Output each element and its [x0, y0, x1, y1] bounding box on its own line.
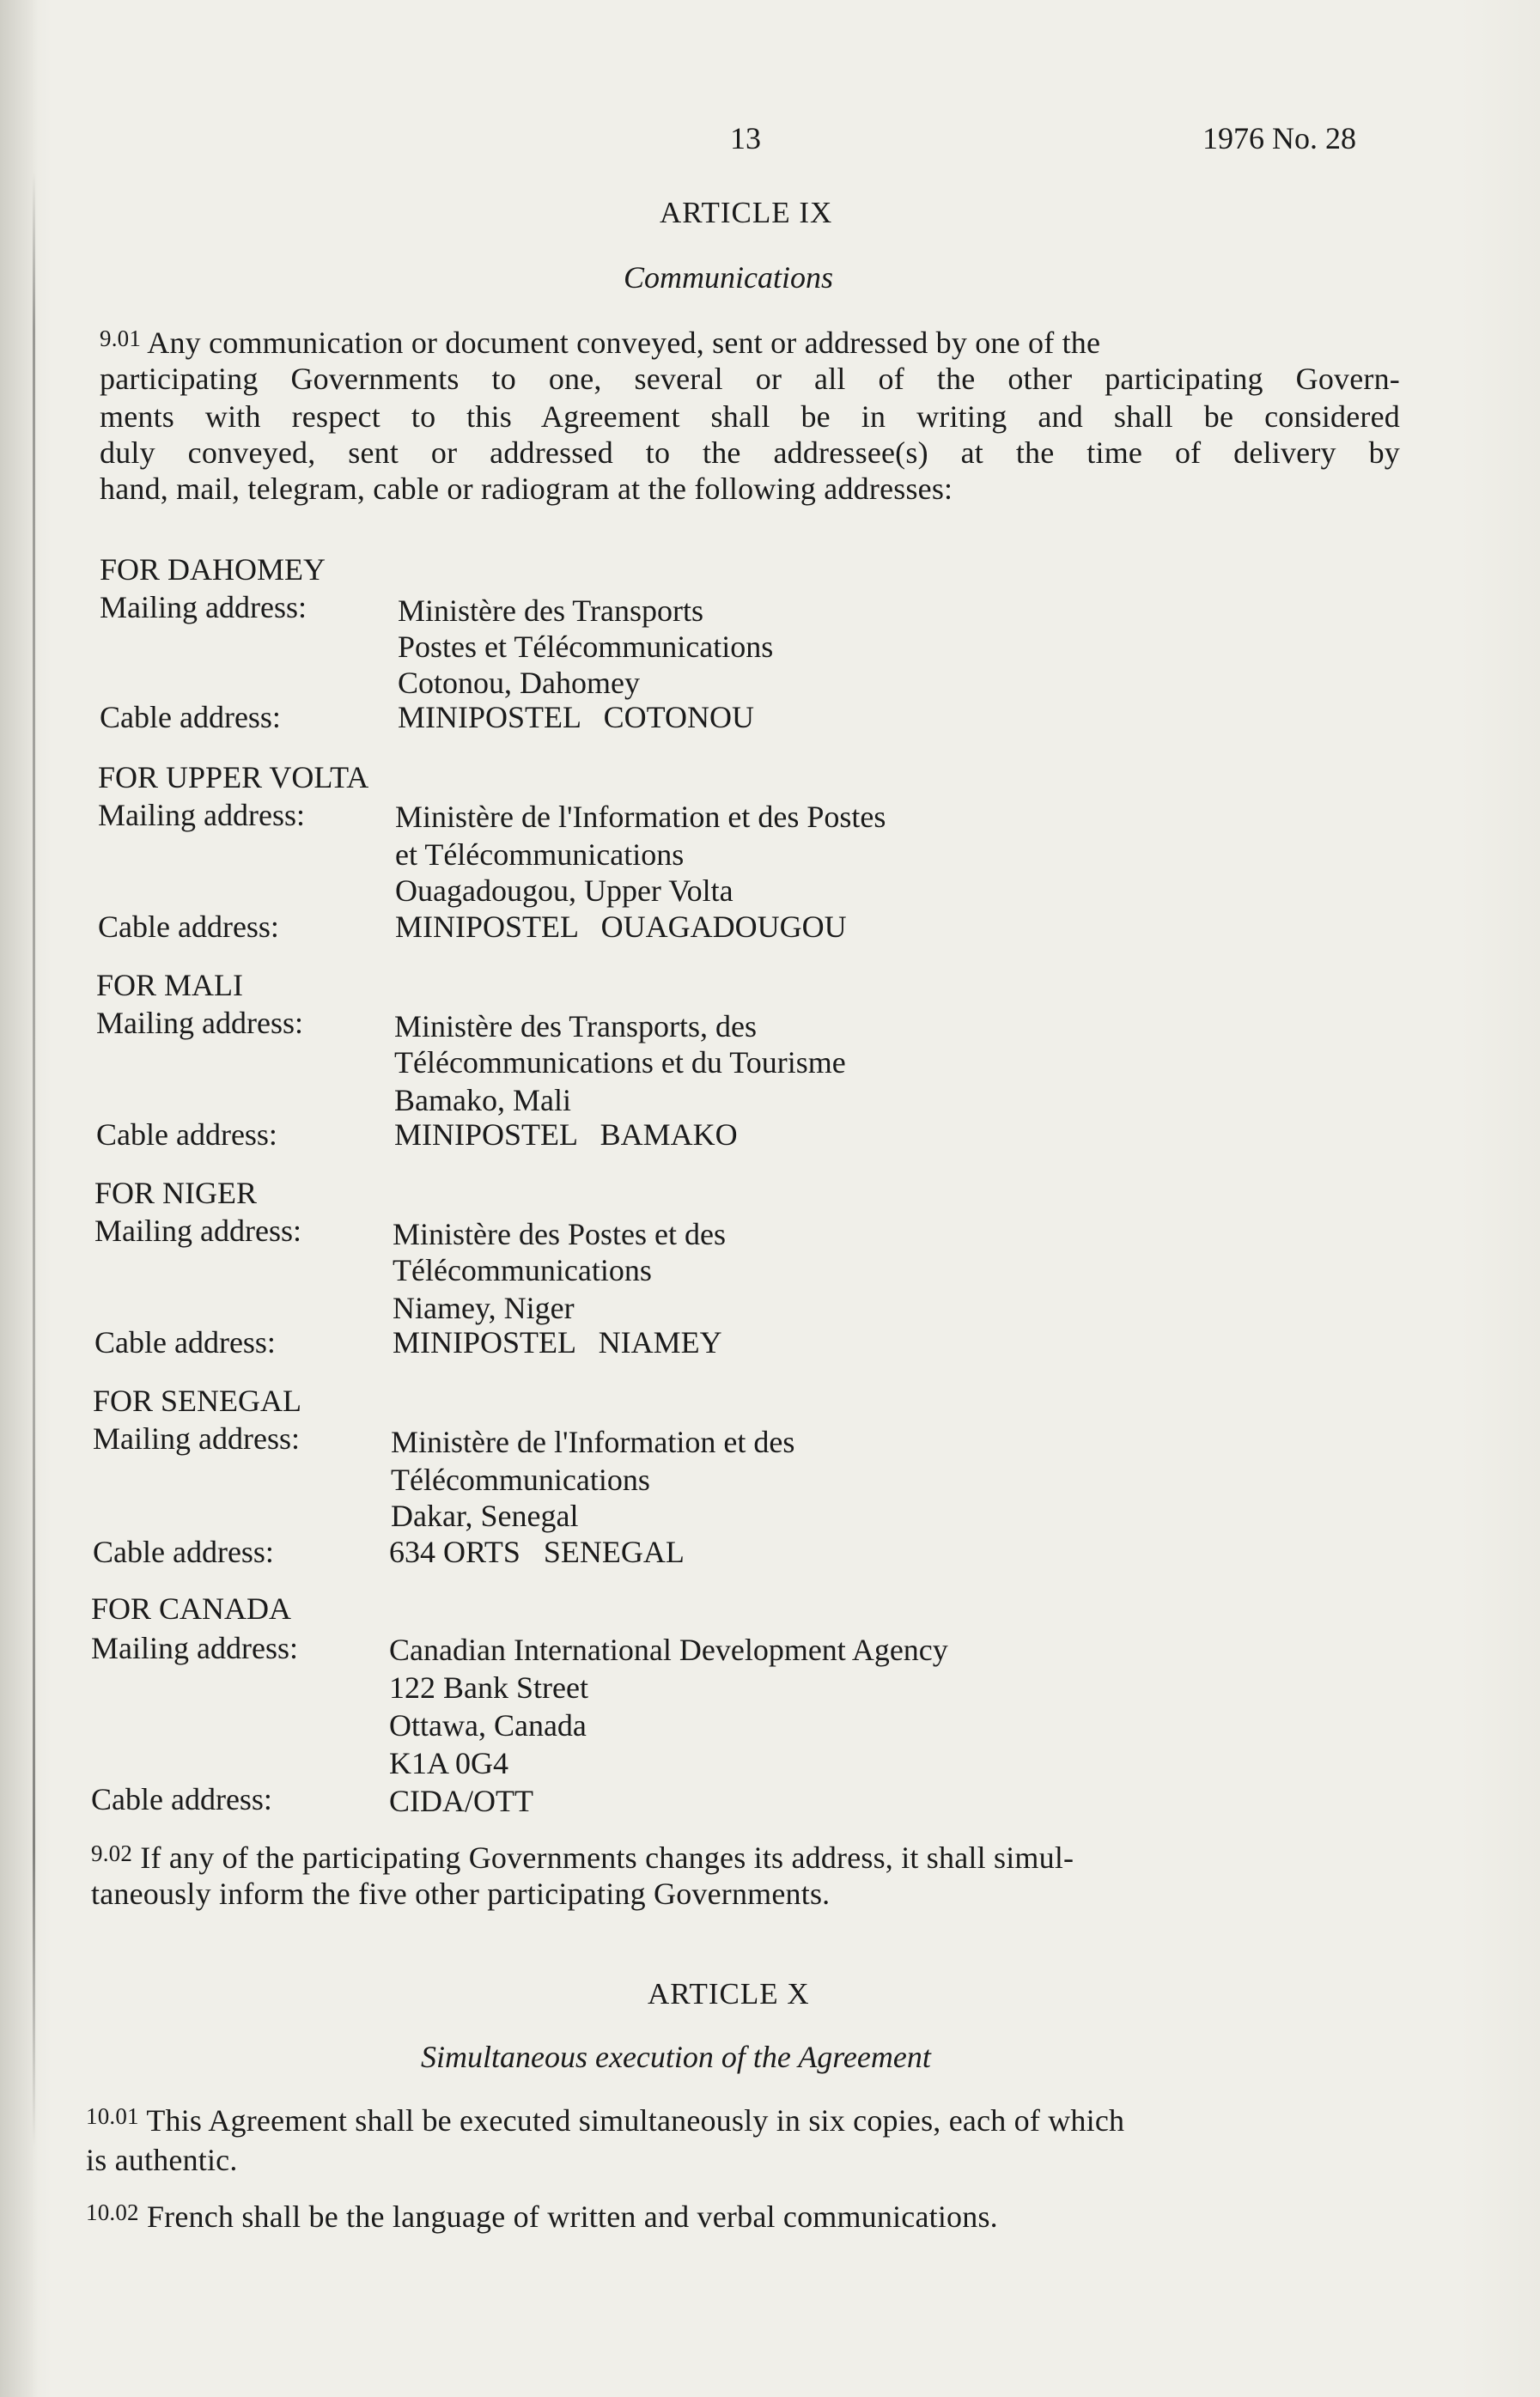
cable-value-dahomey: MINIPOSTEL COTONOU [398, 700, 755, 734]
cable-label-upper-volta: Cable address: [98, 910, 279, 944]
mailing-line-canada-4: K1A 0G4 [389, 1746, 509, 1780]
cable-value-upper-volta: MINIPOSTEL OUAGADOUGOU [395, 910, 847, 944]
mailing-label-dahomey: Mailing address: [100, 590, 307, 624]
mailing-line-upper-volta-1: Ministère de l'Information et des Postes [395, 800, 886, 834]
mailing-label-senegal: Mailing address: [93, 1421, 300, 1456]
mailing-line-dahomey-1: Ministère des Transports [398, 593, 704, 628]
country-heading-canada: FOR CANADA [91, 1591, 292, 1626]
article-ix-subheading: Communications [624, 260, 834, 295]
mailing-line-upper-volta-2: et Télécommunications [395, 837, 685, 872]
para-9-01-line-4: duly conveyed, sent or addressed to the addressee(s) at the time of delivery by [100, 435, 1400, 470]
country-heading-senegal: FOR SENEGAL [93, 1384, 302, 1418]
article-ix-heading: ARTICLE IX [660, 196, 833, 229]
cable-label-niger: Cable address: [94, 1325, 276, 1360]
mailing-line-mali-1: Ministère des Transports, des [394, 1009, 757, 1043]
cable-label-senegal: Cable address: [93, 1535, 274, 1569]
para-9-01-number: 9.01 [100, 325, 142, 351]
para-10-01-text-1: This Agreement shall be executed simultaneously in six copies, each of which [146, 2103, 1125, 2138]
mailing-line-upper-volta-3: Ouagadougou, Upper Volta [395, 873, 733, 908]
page-number: 13 [730, 121, 761, 155]
para-9-01-line-2: participating Governments to one, several or all of the other participating Govern- [100, 362, 1400, 396]
country-heading-niger: FOR NIGER [94, 1176, 258, 1210]
mailing-line-mali-2: Télécommunications et du Tourisme [394, 1045, 846, 1080]
cable-value-niger: MINIPOSTEL NIAMEY [393, 1325, 722, 1360]
article-x-heading: ARTICLE X [648, 1977, 810, 2011]
para-10-01-line-1 [86, 2102, 1124, 2138]
mailing-line-canada-3: Ottawa, Canada [389, 1708, 587, 1743]
mailing-line-niger-1: Ministère des Postes et des [393, 1217, 726, 1251]
cable-value-senegal: 634 ORTS SENEGAL [389, 1535, 685, 1569]
mailing-line-senegal-3: Dakar, Senegal [391, 1499, 579, 1533]
para-9-01-line-1 [100, 325, 1100, 361]
para-9-01-text-1: Any communication or document conveyed, sent or addressed by one of the [147, 325, 1101, 360]
mailing-label-mali: Mailing address: [96, 1006, 303, 1040]
para-10-02-line-1 [86, 2199, 998, 2235]
cable-value-canada: CIDA/OTT [389, 1784, 533, 1818]
mailing-line-senegal-1: Ministère de l'Information et des [391, 1425, 795, 1459]
mailing-line-dahomey-2: Postes et Télécommunications [398, 630, 774, 664]
mailing-line-senegal-2: Télécommunications [391, 1463, 650, 1497]
document-reference: 1976 No. 28 [1202, 121, 1356, 155]
mailing-line-dahomey-3: Cotonou, Dahomey [398, 666, 640, 700]
country-heading-dahomey: FOR DAHOMEY [100, 552, 326, 587]
mailing-line-niger-2: Télécommunications [393, 1253, 652, 1287]
para-9-02-number: 9.02 [91, 1840, 133, 1866]
para-10-01-line-2: is authentic. [86, 2143, 238, 2177]
para-9-02-line-2: taneously inform the five other participating Governments. [91, 1877, 831, 1911]
para-9-02-text-1: If any of the participating Governments changes its address, it shall simul- [140, 1840, 1074, 1875]
para-10-02-number: 10.02 [86, 2199, 139, 2225]
cable-label-mali: Cable address: [96, 1117, 277, 1152]
cable-value-mali: MINIPOSTEL BAMAKO [394, 1117, 738, 1152]
page-binding-shadow [33, 172, 35, 2147]
mailing-label-niger: Mailing address: [94, 1214, 301, 1248]
mailing-line-canada-2: 122 Bank Street [389, 1670, 588, 1705]
para-9-01-line-5: hand, mail, telegram, cable or radiogram at the following addresses: [100, 471, 953, 506]
mailing-line-canada-1: Canadian International Development Agency [389, 1633, 948, 1667]
para-9-01-line-3: ments with respect to this Agreement shall be in writing and shall be considered [100, 399, 1400, 434]
para-9-02-line-1 [91, 1840, 1074, 1876]
mailing-label-upper-volta: Mailing address: [98, 798, 305, 832]
para-10-01-number: 10.01 [86, 2103, 139, 2129]
mailing-line-niger-3: Niamey, Niger [393, 1291, 575, 1325]
para-10-02-text: French shall be the language of written and verbal communications. [146, 2199, 998, 2234]
cable-label-canada: Cable address: [91, 1782, 272, 1816]
mailing-line-mali-3: Bamako, Mali [394, 1083, 571, 1117]
cable-label-dahomey: Cable address: [100, 700, 281, 734]
article-x-subheading: Simultaneous execution of the Agreement [421, 2040, 931, 2074]
country-heading-upper-volta: FOR UPPER VOLTA [98, 760, 369, 794]
mailing-label-canada: Mailing address: [91, 1631, 298, 1665]
country-heading-mali: FOR MALI [96, 968, 244, 1002]
